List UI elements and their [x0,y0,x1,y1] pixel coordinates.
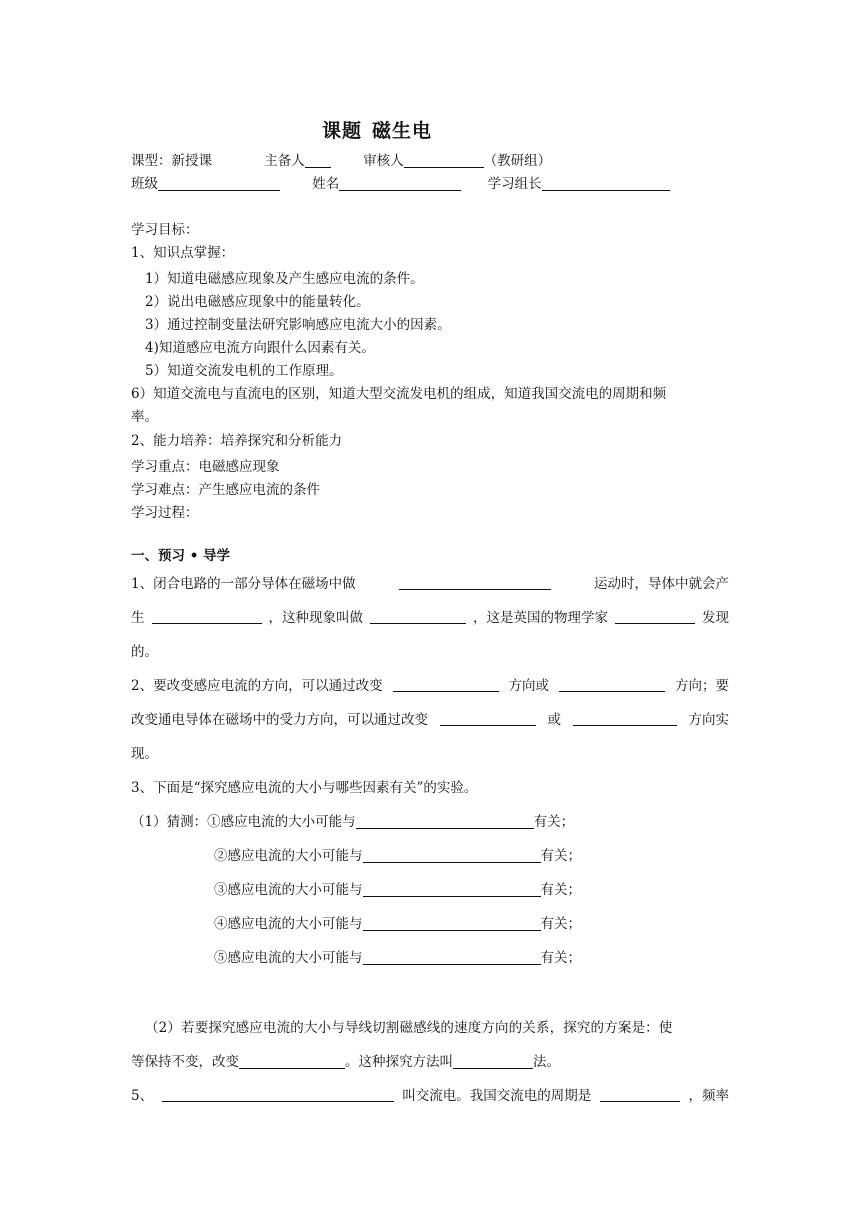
guess-blank[interactable] [356,814,534,829]
q1-text-c: 生 [131,610,145,626]
name-blank[interactable] [339,176,461,191]
guess-suffix: 有关； [540,848,581,864]
q5-text-b: 叫交流电。我国交流电的周期是 [402,1088,592,1104]
section1-heading: 一、预习 • 导学 [131,548,231,564]
course-type-label: 课型：新授课 [131,153,212,169]
q2-text-c: 方向；要 [674,678,729,694]
q5-text-a: 5、 [131,1088,154,1104]
guess-row [214,949,581,967]
guess-text: ①感应电流的大小可能与 [207,814,356,830]
guess-text: ②感应电流的大小可能与 [214,848,363,864]
difficulty-line: 学习难点：产生感应电流的条件 [131,482,320,498]
guess-label: （1）猜测： [131,814,208,830]
objective-item-6-line1: 6）知道交流电与直流电的区别，知道大型交流发电机的组成，知道我国交流电的周期和频 [131,386,667,402]
q2-text-f: 方向实 [688,712,729,728]
q1-line3: 的。 [131,644,158,660]
objective-item: 5）知道交流发电机的工作原理。 [145,363,343,379]
q5-blank-2[interactable] [600,1087,680,1102]
q1-text-f: 发现 [702,610,729,626]
q1-blank-4[interactable] [615,609,695,624]
objective-item-6-line2: 率。 [131,409,158,425]
guess-suffix: 有关； [540,916,581,932]
objective-item: 2）说出电磁感应现象中的能量转化。 [145,294,370,310]
q5-line1 [131,1087,729,1105]
q1-text-e: ，这是英国的物理学家 [473,610,608,626]
guess-row [131,813,574,831]
reviewer-blank[interactable] [404,153,484,168]
q2-blank-1[interactable] [393,677,499,692]
q2-text-e: 或 [547,712,561,728]
title-part2: 磁生电 [372,120,433,142]
objective-item: 4)知道感应电流方向跟什么因素有关。 [145,340,375,356]
q5-text-c: ，频率 [688,1088,729,1104]
leader-label: 学习组长 [487,176,542,192]
q3-2-text-c: 。这种探究方法叫 [345,1054,453,1070]
leader-blank[interactable] [542,176,670,191]
objective-item: 3）通过控制变量法研究影响感应电流大小的因素。 [145,317,451,333]
guess-suffix: 有关； [533,814,575,830]
knowledge-heading: 1、知识点掌握： [131,245,235,261]
guess-blank[interactable] [363,882,541,897]
q2-blank-4[interactable] [573,711,677,726]
header-line1 [131,152,551,170]
class-label: 班级 [131,176,158,192]
class-blank[interactable] [158,176,280,191]
process-line: 学习过程： [131,505,199,521]
q1-blank-3[interactable] [370,609,466,624]
header-line2 [131,175,670,193]
group-label: （教研组） [483,153,552,169]
guess-suffix: 有关； [540,950,581,966]
q1-line1 [131,575,729,593]
q3-2-blank-2[interactable] [453,1054,533,1069]
q3-2-text-d: 法。 [533,1054,560,1070]
guess-text: ④感应电流的大小可能与 [214,916,363,932]
q2-text-a: 2、要改变感应电流的方向，可以通过改变 [131,678,383,694]
name-label: 姓名 [312,176,340,192]
q1-blank-2[interactable] [152,609,262,624]
guess-blank[interactable] [363,916,541,931]
q1-text-b: 运动时，导体中就会产 [594,576,729,592]
q3-2-line1: （2）若要探究感应电流的大小与导线切割磁感线的速度方向的关系，探究的方案是：使 [145,1020,673,1036]
q3-2-text-b: 等保持不变，改变 [131,1054,239,1070]
page-title [322,116,432,143]
key-point-line: 学习重点：电磁感应现象 [131,459,280,475]
guess-row [214,847,581,865]
q3-2-line2 [131,1053,560,1071]
title-part1: 课题 [322,120,363,142]
q2-text-b: 方向或 [508,678,550,694]
guess-suffix: 有关； [540,882,581,898]
preparer-blank[interactable] [305,153,331,168]
q2-line3: 现。 [131,746,158,762]
q2-blank-2[interactable] [559,677,665,692]
guess-blank[interactable] [363,950,541,965]
q2-blank-3[interactable] [440,711,536,726]
objective-item: 1）知道电磁感应现象及产生感应电流的条件。 [145,271,424,287]
guess-text: ③感应电流的大小可能与 [214,882,363,898]
guess-row [214,915,581,933]
q2-line1 [131,677,729,695]
q5-blank-1[interactable] [162,1087,394,1102]
guess-row [214,881,581,899]
ability-line: 2、能力培养：培养探究和分析能力 [131,433,343,449]
reviewer-label: 审核人 [363,153,404,169]
preparer-label: 主备人 [264,153,305,169]
q2-line2 [131,711,729,729]
guess-blank[interactable] [363,848,541,863]
objectives-heading: 学习目标： [131,222,199,238]
q3-2-blank-1[interactable] [239,1054,345,1069]
guess-text: ⑤感应电流的大小可能与 [214,950,363,966]
q1-blank-1[interactable] [399,575,551,590]
q3-intro: 3、下面是“探究感应电流的大小与哪些因素有关”的实验。 [131,780,478,796]
q1-text-d: ，这种现象叫做 [268,610,363,626]
q2-text-d: 改变通电导体在磁场中的受力方向，可以通过改变 [131,712,428,728]
q1-text-a: 1、闭合电路的一部分导体在磁场中做 [131,576,356,592]
q1-line2 [131,609,729,627]
